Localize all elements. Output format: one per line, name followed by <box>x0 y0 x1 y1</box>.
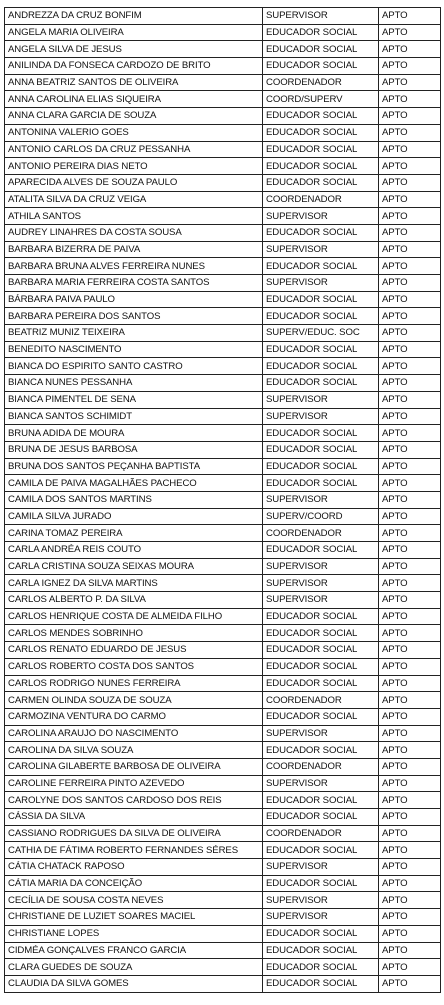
name-cell: ANTONIO PEREIRA DIAS NETO <box>5 158 263 175</box>
name-cell: CARMEN OLINDA SOUZA DE SOUZA <box>5 692 263 709</box>
name-cell: CARLOS ROBERTO COSTA DOS SANTOS <box>5 658 263 675</box>
role-cell: EDUCADOR SOCIAL <box>263 174 379 191</box>
role-cell: EDUCADOR SOCIAL <box>263 875 379 892</box>
status-cell: APTO <box>379 191 441 208</box>
table-row <box>5 775 441 792</box>
table-row <box>5 859 441 876</box>
status-cell: APTO <box>379 391 441 408</box>
role-cell: EDUCADOR SOCIAL <box>263 542 379 559</box>
name-cell: ANILINDA DA FONSECA CARDOZO DE BRITO <box>5 58 263 75</box>
table-row <box>5 124 441 141</box>
role-cell: COORDENADOR <box>263 692 379 709</box>
status-cell: APTO <box>379 842 441 859</box>
name-cell: CAROLINA GILABERTE BARBOSA DE OLIVEIRA <box>5 758 263 775</box>
name-cell: ATALITA SILVA DA CRUZ VEIGA <box>5 191 263 208</box>
role-cell: SUPERVISOR <box>263 241 379 258</box>
role-cell: EDUCADOR SOCIAL <box>263 959 379 976</box>
role-cell: EDUCADOR SOCIAL <box>263 975 379 992</box>
name-cell: CIDMÉA GONÇALVES FRANCO GARCIA <box>5 942 263 959</box>
table-row <box>5 491 441 508</box>
name-cell: ANTONINA VALERIO GOES <box>5 124 263 141</box>
table-row <box>5 358 441 375</box>
role-cell: COORDENADOR <box>263 191 379 208</box>
table-row <box>5 725 441 742</box>
table-row <box>5 909 441 926</box>
table-row <box>5 809 441 826</box>
status-cell: APTO <box>379 875 441 892</box>
role-cell: SUPERVISOR <box>263 859 379 876</box>
role-cell: SUPERV/COORD <box>263 508 379 525</box>
name-cell: CATHIA DE FÁTIMA ROBERTO FERNANDES SÉRES <box>5 842 263 859</box>
table-row <box>5 275 441 292</box>
table-row <box>5 758 441 775</box>
table-row <box>5 508 441 525</box>
status-cell: APTO <box>379 158 441 175</box>
status-cell: APTO <box>379 692 441 709</box>
status-cell: APTO <box>379 291 441 308</box>
status-cell: APTO <box>379 58 441 75</box>
name-cell: ANNA BEATRIZ SANTOS DE OLIVEIRA <box>5 74 263 91</box>
role-cell: EDUCADOR SOCIAL <box>263 608 379 625</box>
table-row <box>5 24 441 41</box>
table-row <box>5 141 441 158</box>
role-cell: SUPERVISOR <box>263 491 379 508</box>
table-row <box>5 608 441 625</box>
table-row <box>5 425 441 442</box>
name-cell: ANNA CLARA GARCIA DE SOUZA <box>5 108 263 125</box>
name-cell: BIANCA SANTOS SCHIMIDT <box>5 408 263 425</box>
table-row <box>5 158 441 175</box>
name-cell: CARLOS RODRIGO NUNES FERREIRA <box>5 675 263 692</box>
table-row <box>5 8 441 25</box>
table-row <box>5 675 441 692</box>
table-row <box>5 842 441 859</box>
name-cell: BIANCA PIMENTEL DE SENA <box>5 391 263 408</box>
role-cell: COORDENADOR <box>263 74 379 91</box>
table-row <box>5 291 441 308</box>
role-cell: EDUCADOR SOCIAL <box>263 942 379 959</box>
table-row <box>5 475 441 492</box>
table-row <box>5 174 441 191</box>
status-cell: APTO <box>379 24 441 41</box>
table-row <box>5 625 441 642</box>
status-cell: APTO <box>379 625 441 642</box>
status-cell: APTO <box>379 308 441 325</box>
role-cell: EDUCADOR SOCIAL <box>263 842 379 859</box>
name-cell: CÁTIA CHATACK RAPOSO <box>5 859 263 876</box>
table-row <box>5 708 441 725</box>
name-cell: CHRISTIANE LOPES <box>5 925 263 942</box>
table-row <box>5 241 441 258</box>
table-row <box>5 875 441 892</box>
status-cell: APTO <box>379 108 441 125</box>
name-cell: CARLA ANDRÉA REIS COUTO <box>5 542 263 559</box>
table-row <box>5 391 441 408</box>
table-row <box>5 558 441 575</box>
status-cell: APTO <box>379 174 441 191</box>
table-row <box>5 308 441 325</box>
name-cell: BENEDITO NASCIMENTO <box>5 341 263 358</box>
table-row <box>5 91 441 108</box>
name-cell: CAMILA DE PAIVA MAGALHÃES PACHECO <box>5 475 263 492</box>
role-cell: SUPERVISOR <box>263 575 379 592</box>
status-cell: APTO <box>379 425 441 442</box>
name-cell: BIANCA NUNES PESSANHA <box>5 375 263 392</box>
status-cell: APTO <box>379 758 441 775</box>
status-cell: APTO <box>379 475 441 492</box>
name-cell: CARLOS HENRIQUE COSTA DE ALMEIDA FILHO <box>5 608 263 625</box>
status-cell: APTO <box>379 558 441 575</box>
table-row <box>5 642 441 659</box>
status-cell: APTO <box>379 41 441 58</box>
table-row <box>5 258 441 275</box>
table-row <box>5 959 441 976</box>
status-cell: APTO <box>379 241 441 258</box>
table-row <box>5 525 441 542</box>
name-cell: CLAUDIA DA SILVA GOMES <box>5 975 263 992</box>
name-cell: CARLOS RENATO EDUARDO DE JESUS <box>5 642 263 659</box>
table-row <box>5 74 441 91</box>
status-cell: APTO <box>379 375 441 392</box>
role-cell: COORDENADOR <box>263 525 379 542</box>
table-row <box>5 224 441 241</box>
table-row <box>5 892 441 909</box>
role-cell: SUPERVISOR <box>263 909 379 926</box>
table-row <box>5 942 441 959</box>
name-cell: BARBARA PEREIRA DOS SANTOS <box>5 308 263 325</box>
table-row <box>5 341 441 358</box>
role-cell: EDUCADOR SOCIAL <box>263 658 379 675</box>
name-cell: CHRISTIANE DE LUZIET SOARES MACIEL <box>5 909 263 926</box>
table-row <box>5 542 441 559</box>
role-cell: EDUCADOR SOCIAL <box>263 291 379 308</box>
name-cell: CASSIANO RODRIGUES DA SILVA DE OLIVEIRA <box>5 825 263 842</box>
role-cell: EDUCADOR SOCIAL <box>263 642 379 659</box>
role-cell: EDUCADOR SOCIAL <box>263 124 379 141</box>
status-cell: APTO <box>379 675 441 692</box>
role-cell: EDUCADOR SOCIAL <box>263 625 379 642</box>
name-cell: BRUNA DOS SANTOS PEÇANHA BAPTISTA <box>5 458 263 475</box>
status-cell: APTO <box>379 258 441 275</box>
role-cell: COORD/SUPERV <box>263 91 379 108</box>
status-cell: APTO <box>379 892 441 909</box>
name-cell: ANGELA MARIA OLIVEIRA <box>5 24 263 41</box>
name-cell: CAROLINE FERREIRA PINTO AZEVEDO <box>5 775 263 792</box>
status-cell: APTO <box>379 74 441 91</box>
name-cell: CARLOS MENDES SOBRINHO <box>5 625 263 642</box>
name-cell: CAMILA DOS SANTOS MARTINS <box>5 491 263 508</box>
status-cell: APTO <box>379 708 441 725</box>
status-cell: APTO <box>379 508 441 525</box>
role-cell: EDUCADOR SOCIAL <box>263 475 379 492</box>
role-cell: EDUCADOR SOCIAL <box>263 925 379 942</box>
status-cell: APTO <box>379 341 441 358</box>
role-cell: SUPERVISOR <box>263 892 379 909</box>
name-cell: ANGELA SILVA DE JESUS <box>5 41 263 58</box>
name-cell: BÁRBARA PAIVA PAULO <box>5 291 263 308</box>
name-cell: ANTONIO CARLOS DA CRUZ PESSANHA <box>5 141 263 158</box>
role-cell: SUPERVISOR <box>263 775 379 792</box>
status-cell: APTO <box>379 975 441 992</box>
name-cell: BARBARA MARIA FERREIRA COSTA SANTOS <box>5 275 263 292</box>
status-cell: APTO <box>379 542 441 559</box>
status-cell: APTO <box>379 909 441 926</box>
name-cell: ANNA CAROLINA ELIAS SIQUEIRA <box>5 91 263 108</box>
name-cell: APARECIDA ALVES DE SOUZA PAULO <box>5 174 263 191</box>
role-cell: EDUCADOR SOCIAL <box>263 809 379 826</box>
status-cell: APTO <box>379 725 441 742</box>
roster-table-body <box>5 8 441 993</box>
role-cell: COORDENADOR <box>263 825 379 842</box>
status-cell: APTO <box>379 325 441 342</box>
role-cell: SUPERVISOR <box>263 558 379 575</box>
status-cell: APTO <box>379 959 441 976</box>
name-cell: ANDREZZA DA CRUZ BONFIM <box>5 8 263 25</box>
name-cell: CAMILA SILVA JURADO <box>5 508 263 525</box>
name-cell: BRUNA ADIDA DE MOURA <box>5 425 263 442</box>
roster-table <box>4 7 441 993</box>
role-cell: EDUCADOR SOCIAL <box>263 675 379 692</box>
table-row <box>5 925 441 942</box>
status-cell: APTO <box>379 742 441 759</box>
status-cell: APTO <box>379 491 441 508</box>
status-cell: APTO <box>379 642 441 659</box>
table-row <box>5 592 441 609</box>
role-cell: COORDENADOR <box>263 758 379 775</box>
role-cell: EDUCADOR SOCIAL <box>263 24 379 41</box>
table-row <box>5 191 441 208</box>
table-row <box>5 742 441 759</box>
name-cell: CÁTIA MARIA DA CONCEIÇÃO <box>5 875 263 892</box>
table-row <box>5 441 441 458</box>
name-cell: CLARA GUEDES DE SOUZA <box>5 959 263 976</box>
role-cell: EDUCADOR SOCIAL <box>263 58 379 75</box>
role-cell: EDUCADOR SOCIAL <box>263 158 379 175</box>
table-row <box>5 408 441 425</box>
status-cell: APTO <box>379 408 441 425</box>
role-cell: SUPERVISOR <box>263 592 379 609</box>
name-cell: AUDREY LINAHRES DA COSTA SOUSA <box>5 224 263 241</box>
role-cell: EDUCADOR SOCIAL <box>263 792 379 809</box>
name-cell: CARLOS ALBERTO P. DA SILVA <box>5 592 263 609</box>
role-cell: EDUCADOR SOCIAL <box>263 375 379 392</box>
name-cell: CARINA TOMAZ PEREIRA <box>5 525 263 542</box>
table-row <box>5 58 441 75</box>
role-cell: EDUCADOR SOCIAL <box>263 308 379 325</box>
role-cell: EDUCADOR SOCIAL <box>263 742 379 759</box>
status-cell: APTO <box>379 809 441 826</box>
status-cell: APTO <box>379 942 441 959</box>
status-cell: APTO <box>379 792 441 809</box>
name-cell: BEATRIZ MUNIZ TEIXEIRA <box>5 325 263 342</box>
status-cell: APTO <box>379 358 441 375</box>
role-cell: EDUCADOR SOCIAL <box>263 258 379 275</box>
status-cell: APTO <box>379 775 441 792</box>
status-cell: APTO <box>379 608 441 625</box>
role-cell: EDUCADOR SOCIAL <box>263 108 379 125</box>
status-cell: APTO <box>379 925 441 942</box>
name-cell: CAROLINA DA SILVA SOUZA <box>5 742 263 759</box>
table-row <box>5 375 441 392</box>
table-row <box>5 458 441 475</box>
name-cell: ATHILA SANTOS <box>5 208 263 225</box>
status-cell: APTO <box>379 441 441 458</box>
table-row <box>5 208 441 225</box>
table-row <box>5 575 441 592</box>
name-cell: CECÍLIA DE SOUSA COSTA NEVES <box>5 892 263 909</box>
status-cell: APTO <box>379 8 441 25</box>
status-cell: APTO <box>379 91 441 108</box>
role-cell: SUPERVISOR <box>263 408 379 425</box>
role-cell: SUPERVISOR <box>263 275 379 292</box>
table-row <box>5 658 441 675</box>
role-cell: SUPERVISOR <box>263 8 379 25</box>
role-cell: EDUCADOR SOCIAL <box>263 458 379 475</box>
status-cell: APTO <box>379 575 441 592</box>
status-cell: APTO <box>379 825 441 842</box>
role-cell: EDUCADOR SOCIAL <box>263 708 379 725</box>
role-cell: SUPERVISOR <box>263 391 379 408</box>
table-row <box>5 792 441 809</box>
status-cell: APTO <box>379 859 441 876</box>
role-cell: SUPERVISOR <box>263 208 379 225</box>
role-cell: EDUCADOR SOCIAL <box>263 441 379 458</box>
status-cell: APTO <box>379 592 441 609</box>
table-row <box>5 41 441 58</box>
status-cell: APTO <box>379 124 441 141</box>
status-cell: APTO <box>379 208 441 225</box>
name-cell: CAROLYNE DOS SANTOS CARDOSO DOS REIS <box>5 792 263 809</box>
role-cell: EDUCADOR SOCIAL <box>263 341 379 358</box>
table-row <box>5 108 441 125</box>
table-row <box>5 692 441 709</box>
name-cell: BARBARA BRUNA ALVES FERREIRA NUNES <box>5 258 263 275</box>
status-cell: APTO <box>379 525 441 542</box>
role-cell: EDUCADOR SOCIAL <box>263 224 379 241</box>
name-cell: CARMOZINA VENTURA DO CARMO <box>5 708 263 725</box>
status-cell: APTO <box>379 224 441 241</box>
status-cell: APTO <box>379 275 441 292</box>
status-cell: APTO <box>379 458 441 475</box>
name-cell: BIANCA DO ESPIRITO SANTO CASTRO <box>5 358 263 375</box>
name-cell: BARBARA BIZERRA DE PAIVA <box>5 241 263 258</box>
status-cell: APTO <box>379 658 441 675</box>
role-cell: SUPERV/EDUC. SOC <box>263 325 379 342</box>
table-row <box>5 825 441 842</box>
role-cell: EDUCADOR SOCIAL <box>263 41 379 58</box>
name-cell: CARLA IGNEZ DA SILVA MARTINS <box>5 575 263 592</box>
table-row <box>5 975 441 992</box>
name-cell: CAROLINA ARAUJO DO NASCIMENTO <box>5 725 263 742</box>
status-cell: APTO <box>379 141 441 158</box>
role-cell: SUPERVISOR <box>263 725 379 742</box>
name-cell: CARLA CRISTINA SOUZA SEIXAS MOURA <box>5 558 263 575</box>
name-cell: CÁSSIA DA SILVA <box>5 809 263 826</box>
role-cell: EDUCADOR SOCIAL <box>263 141 379 158</box>
table-row <box>5 325 441 342</box>
name-cell: BRUNA DE JESUS BARBOSA <box>5 441 263 458</box>
role-cell: EDUCADOR SOCIAL <box>263 425 379 442</box>
role-cell: EDUCADOR SOCIAL <box>263 358 379 375</box>
